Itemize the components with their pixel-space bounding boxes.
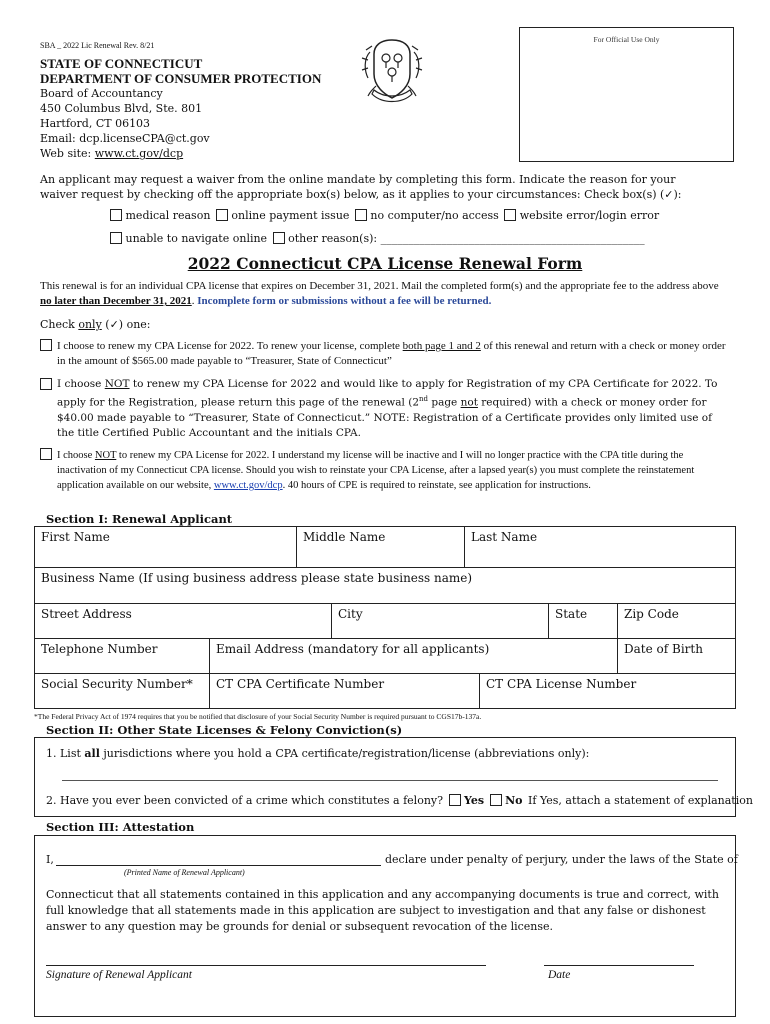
q1-all: all	[84, 747, 100, 760]
date-caption: Date	[548, 969, 571, 981]
intro-warning: Incomplete form or submissions without a fee will be returned.	[197, 295, 492, 307]
email-field[interactable]	[209, 638, 618, 674]
jurisdictions-input-line[interactable]	[62, 780, 718, 781]
intro-text-1: This renewal is for an individual CPA license that expires on December 31, 2021. Mail the completed form(s) and the appropriate fee to the address above	[40, 280, 719, 292]
date-of-birth-field[interactable]	[617, 638, 736, 674]
online-payment-checkbox[interactable]	[216, 209, 228, 221]
cpa-license-field[interactable]	[479, 673, 736, 709]
website-label: Web site:	[40, 147, 95, 160]
street-address-field[interactable]	[34, 603, 332, 639]
no-computer-checkbox[interactable]	[355, 209, 367, 221]
choice3-text-b: to renew my CPA License for 2022. I understand my license will be inactive and I will no longer practice with the CPA title during the inactivation of my Connecticut CPA license. Should you wish to reinstate your CPA License, after a lapsed year(s) you must complete the reinstatement application available on our website,	[57, 450, 695, 491]
middle-name-label: Middle Name	[303, 530, 386, 544]
renew-license-checkbox[interactable]	[40, 339, 52, 351]
agency-address	[40, 56, 321, 161]
unable-navigate-checkbox[interactable]	[110, 232, 122, 244]
signature-caption: Signature of Renewal Applicant	[46, 969, 192, 981]
choice2-text-b: to renew my CPA License for 2022 and would like to apply for Registration of my CPA Certificate for 2022. To apply for the Registration, please return this page of the renewal (2	[57, 378, 718, 409]
register-certificate-text	[57, 377, 722, 441]
choice1-pages: both page 1 and 2	[402, 340, 481, 352]
state-name: STATE OF CONNECTICUT	[40, 56, 203, 71]
website-link[interactable]: www.ct.gov/dcp	[94, 147, 184, 160]
email-label: Email Address (mandatory for all applicants)	[216, 642, 490, 656]
zip-code-label: Zip Code	[624, 607, 679, 621]
waiver-options-row2	[110, 232, 645, 245]
choice1-text-a: I choose to renew my CPA License for 2022. To renew your license, complete	[57, 340, 403, 352]
felony-question-row	[46, 794, 753, 807]
ssn-label: Social Security Number*	[41, 677, 193, 691]
form-title: 2022 Connecticut CPA License Renewal Form	[187, 254, 583, 273]
attestation-statement: Connecticut that all statements contained in this application and any accompanying documents is true and correct, with full knowledge that all statements made in this application are subject to investigation and that any false or dishonest answer to any question may be grounds for denial or subsequent revocation of the license.	[46, 888, 719, 933]
choice2-not: NOT	[104, 378, 130, 390]
choice1-text-c: of this renewal and return with a check or money order in the amount of $565.00 made payable to “Treasurer, State of Connecticut”	[57, 340, 726, 367]
telephone-label: Telephone Number	[41, 642, 158, 656]
website-error-label: website error/login error	[519, 209, 660, 222]
waiver-intro: An applicant may request a waiver from the online mandate by completing this form. Indicate the reason for your waiver request by checking off the appropriate box(s) below, as it applies to your circumstances: Check box(s) (✓):	[40, 173, 682, 201]
city-field[interactable]	[331, 603, 549, 639]
printed-name-input-line[interactable]	[56, 865, 381, 866]
choice3-text-c: . 40 hours of CPE is required to reinstate, see application for instructions.	[282, 480, 591, 491]
check-only-emphasis: only	[78, 318, 102, 331]
attestation-declare: declare under penalty of perjury, under the laws of the State of	[385, 853, 738, 866]
other-reason-label: other reason(s): ________________________________________________	[288, 232, 645, 245]
cpa-certificate-field[interactable]	[209, 673, 480, 709]
check-only-post: (✓) one:	[101, 318, 151, 331]
unable-navigate-label: unable to navigate online	[125, 232, 268, 245]
felony-question: 2. Have you ever been convicted of a crime which constitutes a felony?	[46, 794, 444, 807]
medical-reason-label: medical reason	[125, 209, 211, 222]
street-address: 450 Columbus Blvd, Ste. 801	[40, 102, 203, 115]
inactive-license-text	[57, 448, 729, 493]
choice2-text-a: I choose	[57, 378, 105, 390]
signature-input-line[interactable]	[46, 965, 486, 966]
felony-yes-label: Yes	[464, 794, 485, 807]
section2-title: Section II: Other State Licenses & Felony Conviction(s)	[46, 723, 403, 737]
inactive-license-checkbox[interactable]	[40, 448, 52, 460]
check-only-instruction	[40, 318, 151, 331]
ssn-field[interactable]	[34, 673, 210, 709]
q1-text-a: 1. List	[46, 747, 85, 760]
printed-name-caption: (Printed Name of Renewal Applicant)	[124, 868, 245, 877]
form-id: SBA _ 2022 Lic Renewal Rev. 8/21	[40, 41, 155, 50]
last-name-label: Last Name	[471, 530, 538, 544]
choice2-not-2: not	[460, 396, 478, 409]
city-address: Hartford, CT 06103	[40, 117, 151, 130]
choice3-text-a: I choose	[57, 450, 95, 461]
no-computer-label: no computer/no access	[370, 209, 499, 222]
attestation-i: I,	[46, 853, 54, 866]
renewal-intro	[40, 279, 730, 309]
q1-text-b: jurisdictions where you hold a CPA certificate/registration/license (abbreviations only):	[99, 747, 590, 760]
jurisdictions-question	[46, 747, 589, 760]
felony-explanation-note: If Yes, attach a statement of explanation	[528, 794, 753, 807]
department-name: DEPARTMENT OF CONSUMER PROTECTION	[40, 71, 322, 86]
other-reason-checkbox[interactable]	[273, 232, 285, 244]
renew-license-text	[57, 339, 727, 369]
business-name-field[interactable]	[34, 567, 736, 604]
state-label: State	[555, 607, 588, 621]
agency-website	[40, 146, 321, 161]
official-use-box	[519, 27, 734, 162]
register-certificate-checkbox[interactable]	[40, 378, 52, 390]
website-error-checkbox[interactable]	[504, 209, 516, 221]
check-only-pre: Check	[40, 318, 79, 331]
board-name: Board of Accountancy	[40, 87, 163, 100]
street-address-label: Street Address	[41, 607, 132, 621]
first-name-label: First Name	[41, 530, 110, 544]
state-field[interactable]	[548, 603, 618, 639]
date-input-line[interactable]	[544, 965, 694, 966]
section3-title: Section III: Attestation	[46, 820, 195, 834]
business-name-label: Business Name (If using business address please state business name)	[41, 571, 473, 585]
agency-email: Email: dcp.licenseCPA@ct.gov	[40, 132, 210, 145]
felony-no-checkbox[interactable]	[490, 794, 502, 806]
choice3-not: NOT	[94, 450, 117, 461]
felony-yes-checkbox[interactable]	[449, 794, 461, 806]
choice2-sup: nd	[419, 395, 429, 403]
first-name-field[interactable]	[34, 526, 297, 568]
medical-reason-checkbox[interactable]	[110, 209, 122, 221]
official-use-label: For Official Use Only	[593, 35, 660, 44]
section1-title: Section I: Renewal Applicant	[46, 512, 233, 526]
intro-deadline: no later than December 31, 2021	[40, 295, 192, 307]
last-name-field[interactable]	[464, 526, 736, 568]
telephone-field[interactable]	[34, 638, 210, 674]
privacy-footnote: *The Federal Privacy Act of 1974 requires that you be notified that disclosure of your Social Security Number is required pursuant to CGS17b-137a.	[34, 712, 482, 721]
online-payment-label: online payment issue	[231, 209, 350, 222]
middle-name-field[interactable]	[296, 526, 465, 568]
choice2-text-d: required) with a check or money order for $40.00 made payable to “Treasurer, State of Connecticut.” NOTE: Registration of a Certificate provides only limited use of the title Certified Public Accountant and the initials CPA.	[57, 396, 712, 439]
choice3-website-link[interactable]: www.ct.gov/dcp	[213, 480, 283, 491]
intro-text-2: .	[191, 295, 198, 307]
city-label: City	[338, 607, 363, 621]
cpa-license-label: CT CPA License Number	[486, 677, 637, 691]
zip-code-field[interactable]	[617, 603, 736, 639]
felony-no-label: No	[505, 794, 523, 807]
ct-seal-icon	[356, 34, 428, 106]
cpa-certificate-label: CT CPA Certificate Number	[216, 677, 385, 691]
date-of-birth-label: Date of Birth	[624, 642, 703, 656]
choice2-text-c: page	[428, 396, 461, 409]
waiver-options-row1	[110, 209, 659, 222]
